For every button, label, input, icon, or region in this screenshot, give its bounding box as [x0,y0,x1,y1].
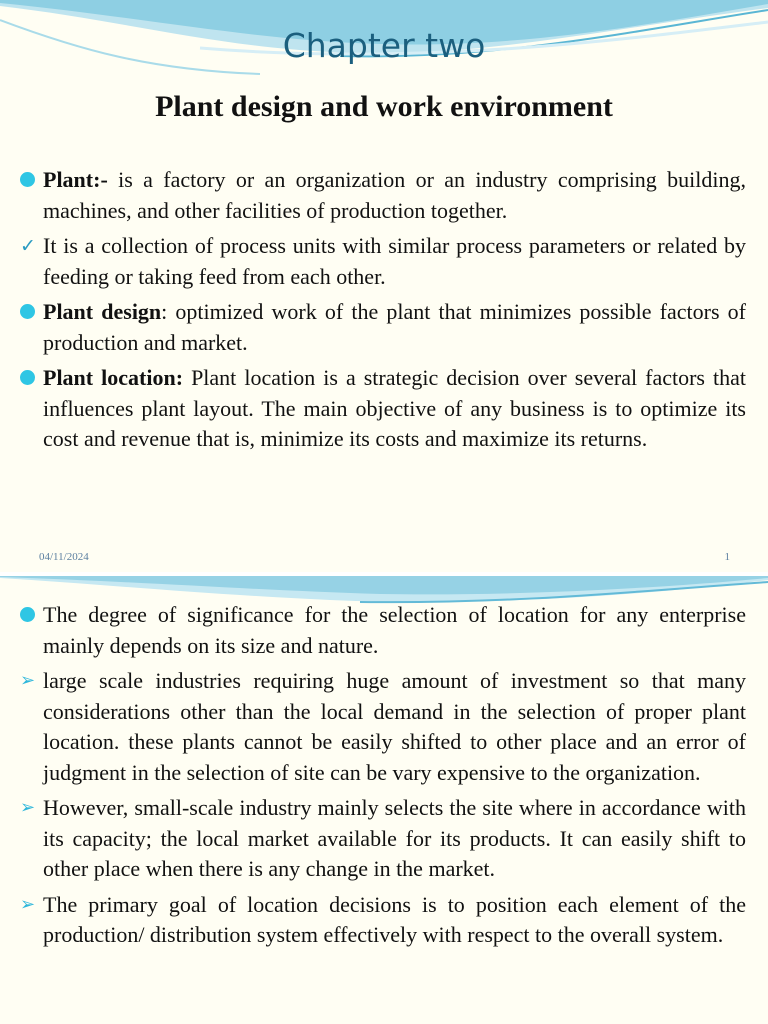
paragraph-large-scale: large scale industries requiring huge amount of investment so that many considerations other than the local demand in the selection of proper plant location. these plants cannot be easily shifted to other place and an error of judgment in the selection of site can be vary expensive to the organization. [43,668,746,785]
page-number: 1 [724,551,730,563]
definition-plant-location: Plant location is a strategic decision over several factors that influences plant layout. The main objective of any business is to optimize its cost and revenue that is, minimize its costs and maximize its returns. [43,365,746,451]
arrow-bullet-icon: ➢ [20,893,36,915]
slide-2 [0,576,768,1024]
term-plant-location: Plant location: [43,365,184,390]
list-item-primary-goal [20,890,746,951]
footer-date: 04/11/2024 [39,551,89,563]
arrow-bullet-icon: ➢ [20,797,36,818]
paragraph-significance: The degree of significance for the selection of location for any enterprise mainly depends on its size and nature. [43,602,746,658]
circle-bullet-icon [20,165,40,196]
list-item-small-scale [20,793,746,885]
list-item-plant-location [20,363,746,455]
chapter-title: Chapter two [282,26,486,65]
definition-process-units: It is a collection of process units with similar process parameters or related by feeding or taking feed from each other. [43,233,746,289]
slide-title: Plant design and work environment [155,90,613,123]
circle-bullet-icon [20,600,40,631]
slide-1-body [20,165,746,460]
definition-plant-design: : optimized work of the plant that minimizes possible factors of production and market. [43,299,746,355]
term-plant: Plant:- [43,167,108,192]
arrow-bullet-icon: ➢ [20,670,36,691]
circle-bullet-icon [20,363,40,394]
list-item-plant [20,165,746,226]
slide-2-body [20,600,746,956]
list-item-process-units [20,231,746,292]
list-item-large-scale [20,666,746,788]
checkmark-icon: ✓ [20,235,36,257]
definition-plant: is a factory or an organization or an industry comprising building, machines, and other facilities of production together. [43,167,746,223]
circle-bullet-icon [20,297,40,328]
paragraph-primary-goal: The primary goal of location decisions is to position each element of the production/ distribution system effectively with respect to the overall system. [43,891,746,947]
list-item-significance [20,600,746,661]
term-plant-design: Plant design [43,299,162,324]
paragraph-small-scale: However, small-scale industry mainly selects the site where in accordance with its capacity; the local market available for its products. It can easily shift to other place when there is any change in the market. [43,795,746,881]
list-item-plant-design [20,297,746,358]
